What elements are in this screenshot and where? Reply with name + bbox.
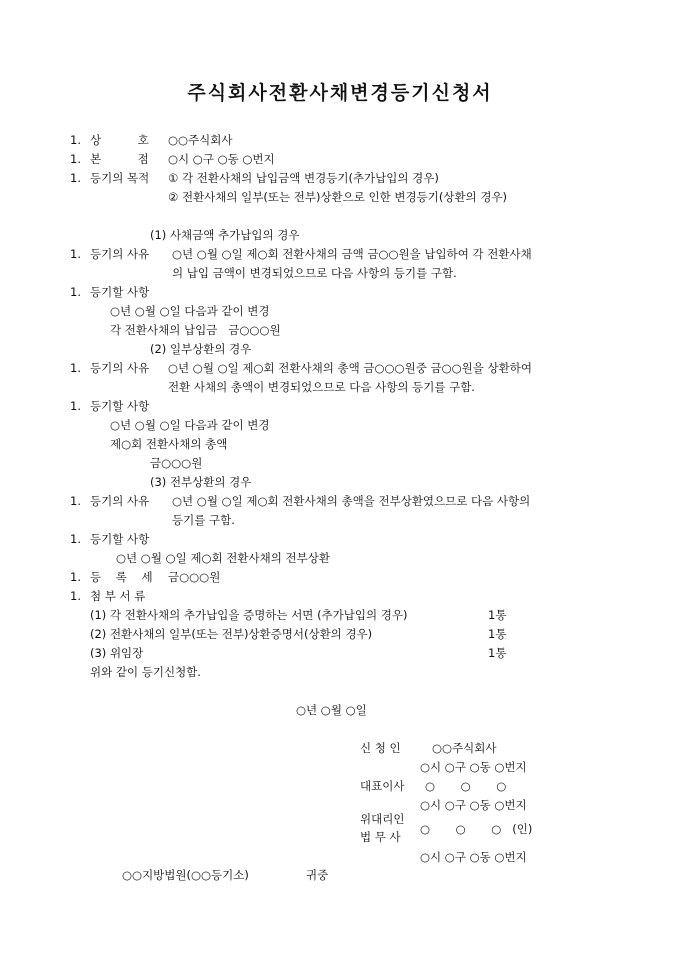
case-2-matter-label: 등기할 사항 xyxy=(90,399,150,413)
case-3-matter-line-1: ○년 ○월 ○일 제○회 전환사채의 전부상환 xyxy=(116,551,330,565)
case-1-reason-label: 등기의 사유 xyxy=(90,247,150,261)
case-2-matter-line-3: 금○○○원 xyxy=(150,456,203,470)
registration-purpose-item-1: ① 각 전환사채의 납입금액 변경등기(추가납입의 경우) xyxy=(168,171,439,185)
attachment-item-count: 1통 xyxy=(488,627,507,641)
closing-statement: 위와 같이 등기신청함. xyxy=(90,665,201,679)
bullet: 1. xyxy=(70,133,81,147)
case-2-reason-line-2: 전환 사채의 총액이 변경되었으므로 다음 사항의 등기를 구함. xyxy=(168,380,475,394)
applicant-name: ○○주식회사 xyxy=(432,741,497,755)
case-2-heading: (2) 일부상환의 경우 xyxy=(150,342,252,356)
case-2-reason-label: 등기의 사유 xyxy=(90,361,150,375)
bullet: 1. xyxy=(70,152,81,166)
representative-name: ○ ○ ○ xyxy=(425,779,507,793)
case-1-heading: (1) 사채금액 추가납입의 경우 xyxy=(150,228,300,242)
applicant-label: 신 청 인 xyxy=(360,741,401,755)
case-2-matter-line-1: ○년 ○월 ○일 다음과 같이 변경 xyxy=(110,418,270,432)
application-date: ○년 ○월 ○일 xyxy=(296,703,367,717)
registration-fee-label: 등 록 세 xyxy=(90,570,153,584)
case-2-reason-line-1: ○년 ○월 ○일 제○회 전환사채의 총액 금○○○원중 금○○원을 상환하여 xyxy=(168,361,532,375)
court-suffix: 귀중 xyxy=(306,868,329,882)
agent-label-line-2: 법 무 사 xyxy=(360,830,401,844)
registration-purpose-label: 등기의 목적 xyxy=(90,171,150,185)
case-1-matter-line-2: 각 전환사채의 납입금 금○○○원 xyxy=(110,323,281,337)
case-3-reason-label: 등기의 사유 xyxy=(90,494,150,508)
bullet: 1. xyxy=(70,247,81,261)
applicant-address: ○시 ○구 ○동 ○번지 xyxy=(420,760,527,774)
case-3-matter-label: 등기할 사항 xyxy=(90,532,150,546)
registration-fee-value: 금○○○원 xyxy=(168,570,221,584)
agent-address: ○시 ○구 ○동 ○번지 xyxy=(420,850,527,864)
bullet: 1. xyxy=(70,171,81,185)
case-3-heading: (3) 전부상환의 경우 xyxy=(150,475,252,489)
case-1-reason-line-2: 의 납입 금액이 변경되었으므로 다음 사항의 등기를 구함. xyxy=(172,266,457,280)
attachments-label: 첨 부 서 류 xyxy=(90,589,146,603)
head-office-value: ○시 ○구 ○동 ○번지 xyxy=(168,152,275,166)
company-name-label: 상 호 xyxy=(90,133,149,147)
attachment-item-count: 1통 xyxy=(488,646,507,660)
case-2-matter-line-2: 제○회 전환사채의 총액 xyxy=(110,437,228,451)
attachment-item-count: 1통 xyxy=(488,608,507,622)
registration-purpose-item-2: ② 전환사채의 일부(또는 전부)상환으로 인한 변경등기(상환의 경우) xyxy=(168,190,508,204)
company-name-value: ○○주식회사 xyxy=(168,133,233,147)
case-1-matter-label: 등기할 사항 xyxy=(90,285,150,299)
attachment-item-text: (2) 전환사채의 일부(또는 전부)상환증명서(상환의 경우) xyxy=(90,627,373,641)
bullet: 1. xyxy=(70,589,81,603)
attachment-item-text: (1) 각 전환사채의 추가납입을 증명하는 서면 (추가납입의 경우) xyxy=(90,608,408,622)
case-1-matter-line-1: ○년 ○월 ○일 다음과 같이 변경 xyxy=(110,304,270,318)
case-1-reason-line-1: ○년 ○월 ○일 제○회 전환사채의 금액 금○○원을 납입하여 각 전환사채 xyxy=(172,247,532,261)
bullet: 1. xyxy=(70,532,81,546)
bullet: 1. xyxy=(70,494,81,508)
bullet: 1. xyxy=(70,399,81,413)
agent-name-seal: ○ ○ ○ (인) xyxy=(420,822,533,836)
representative-address: ○시 ○구 ○동 ○번지 xyxy=(420,798,527,812)
case-3-reason-line-1: ○년 ○월 ○일 제○회 전환사채의 총액을 전부상환였으므로 다음 사항의 xyxy=(172,494,531,508)
head-office-label: 본 점 xyxy=(90,152,149,166)
court-name: ○○지방법원(○○등기소) xyxy=(122,868,249,882)
agent-label-line-1: 위대리인 xyxy=(360,812,405,826)
representative-label: 대표이사 xyxy=(360,779,405,793)
document-title: 주식회사전환사채변경등기신청서 xyxy=(187,82,493,104)
bullet: 1. xyxy=(70,570,81,584)
attachment-item-text: (3) 위임장 xyxy=(90,646,144,660)
bullet: 1. xyxy=(70,285,81,299)
bullet: 1. xyxy=(70,361,81,375)
case-3-reason-line-2: 등기를 구함. xyxy=(172,513,235,527)
